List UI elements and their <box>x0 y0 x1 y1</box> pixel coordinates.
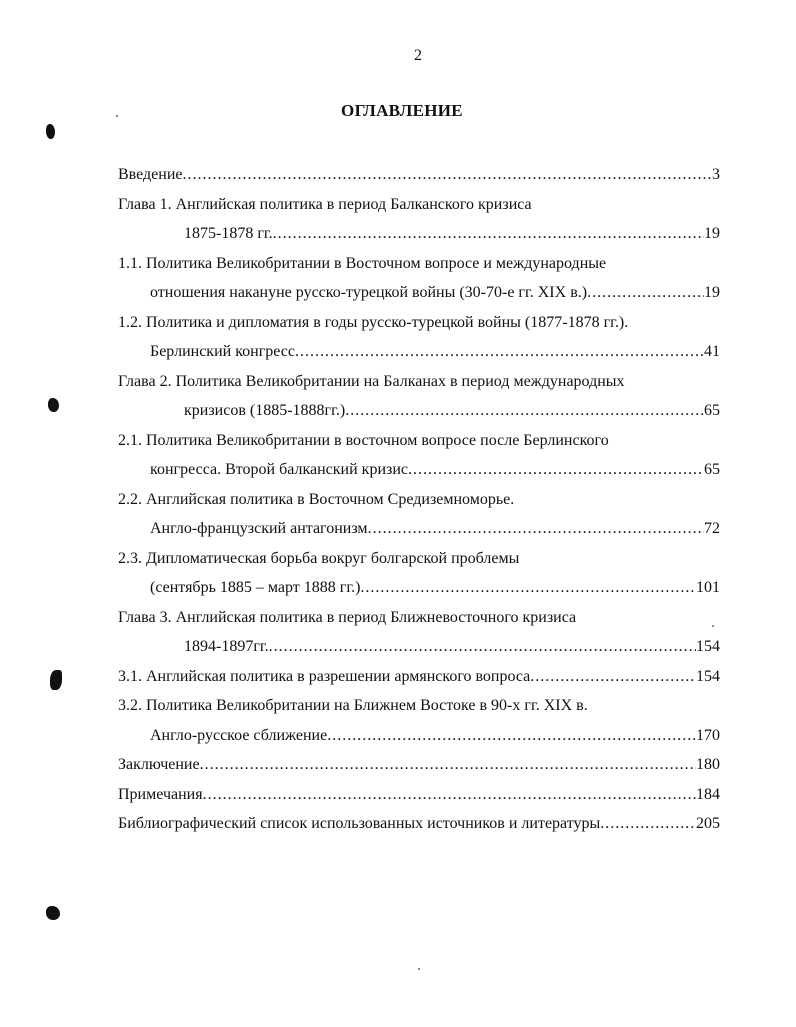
scan-artifact-mark <box>50 670 62 690</box>
scan-artifact-mark <box>46 906 60 920</box>
toc-entry-text: Берлинский конгресс <box>150 343 295 360</box>
toc-entry-text: 1875-1878 гг. <box>184 225 273 242</box>
toc-entry-chapter-1 <box>118 219 720 249</box>
toc-entry-section-3-1 <box>118 662 720 692</box>
toc-entry-text: Англо-французский антагонизм <box>150 520 368 537</box>
toc-entry-chapter-2 <box>118 396 720 426</box>
toc-leader <box>273 219 704 249</box>
toc-entry-introduction <box>118 160 720 190</box>
toc-entry-notes <box>118 780 720 810</box>
toc-page-number: 65 <box>704 461 720 478</box>
toc-entry-section-2-2 <box>118 514 720 544</box>
toc-entry-section-1-2 <box>118 337 720 367</box>
toc-entry-text: 3.1. Английская политика в разрешении армянского вопроса <box>118 667 531 685</box>
toc-page-number: 180 <box>696 756 720 773</box>
toc-leader <box>295 337 704 367</box>
scan-artifact-speck <box>712 625 714 627</box>
toc-entry-bibliography <box>118 809 720 839</box>
toc-entry-section-3-2-title: 3.2. Политика Великобритании на Ближнем Востоке в 90-х гг. XIX в. <box>118 697 588 714</box>
toc-page-number: 205 <box>696 815 720 832</box>
page-title: ОГЛАВЛЕНИЕ <box>341 101 463 120</box>
toc-entry-section-1-1-title: 1.1. Политика Великобритании в Восточном вопросе и международные <box>118 254 607 272</box>
toc-entry-text: (сентябрь 1885 – март 1888 гг.) <box>150 579 361 596</box>
toc-page-number: 65 <box>704 402 720 419</box>
toc-page-number: 170 <box>696 726 720 744</box>
toc-page-number: 154 <box>696 667 720 685</box>
toc-entry-section-2-1-title: 2.1. Политика Великобритании в восточном вопросе после Берлинского <box>118 431 609 449</box>
toc-leader <box>360 573 696 603</box>
scan-artifact-mark <box>48 398 59 412</box>
toc-entry-text: кризисов (1885-1888гг.) <box>184 402 346 419</box>
toc-entry-text: конгресса. Второй балканский кризис <box>150 461 408 478</box>
scan-artifact-mark <box>46 124 55 139</box>
toc-entry-text: Библиографический список использованных источников и литературы <box>118 815 601 832</box>
toc-page-number: 41 <box>704 343 720 360</box>
toc-entry-text: 1894-1897гг. <box>184 638 269 655</box>
toc-entry-conclusion <box>118 750 720 780</box>
toc-entry-text: Введение <box>118 166 183 183</box>
toc-leader <box>269 632 696 662</box>
toc-leader <box>203 780 696 810</box>
toc-entry-chapter-1-title: Глава 1. Английская политика в период Балканского кризиса <box>118 195 532 213</box>
toc-leader <box>183 160 713 190</box>
toc-page-number: 3 <box>712 166 720 183</box>
scan-artifact-speck <box>418 968 420 970</box>
toc-entry-chapter-2-title: Глава 2. Политика Великобритании на Балканах в период международных <box>118 372 625 390</box>
toc-entry-text: отношения накануне русско-турецкой войны (30-70-е гг. XIX в.) <box>150 284 588 301</box>
toc-entry-chapter-3-title: Глава 3. Английская политика в период Ближневосточного кризиса <box>118 608 577 626</box>
toc-entry-section-3-2 <box>118 721 720 751</box>
page-number: 2 <box>414 47 422 64</box>
toc-leader <box>530 662 696 692</box>
toc-leader <box>408 455 704 485</box>
toc-page-number: 19 <box>704 284 720 301</box>
toc-leader <box>587 278 704 308</box>
toc-entry-section-2-2-title: 2.2. Английская политика в Восточном Средиземноморье. <box>118 490 515 508</box>
scan-artifact-speck <box>116 115 118 117</box>
toc-entry-chapter-3 <box>118 632 720 662</box>
toc-page-number: 184 <box>696 785 720 803</box>
toc-leader <box>327 721 696 751</box>
toc-page-number: 154 <box>696 638 720 655</box>
toc-leader <box>368 514 704 544</box>
toc-entry-section-1-1 <box>118 278 720 308</box>
toc-leader <box>600 809 696 839</box>
toc-entry-text: Примечания <box>118 785 203 803</box>
toc-leader <box>345 396 704 426</box>
toc-entry-text: Заключение <box>118 756 200 773</box>
toc-page-number: 101 <box>696 579 720 596</box>
toc-entry-section-2-3 <box>118 573 720 603</box>
toc-entry-section-2-1 <box>118 455 720 485</box>
toc-page-number: 19 <box>704 225 720 242</box>
table-of-contents <box>118 160 720 839</box>
toc-page-number: 72 <box>704 520 720 537</box>
toc-entry-text: Англо-русское сближение <box>150 726 328 744</box>
toc-entry-section-1-2-title: 1.2. Политика и дипломатия в годы русско-турецкой войны (1877-1878 гг.). <box>118 313 629 331</box>
toc-leader <box>200 750 696 780</box>
toc-entry-section-2-3-title: 2.3. Дипломатическая борьба вокруг болгарской проблемы <box>118 549 520 567</box>
